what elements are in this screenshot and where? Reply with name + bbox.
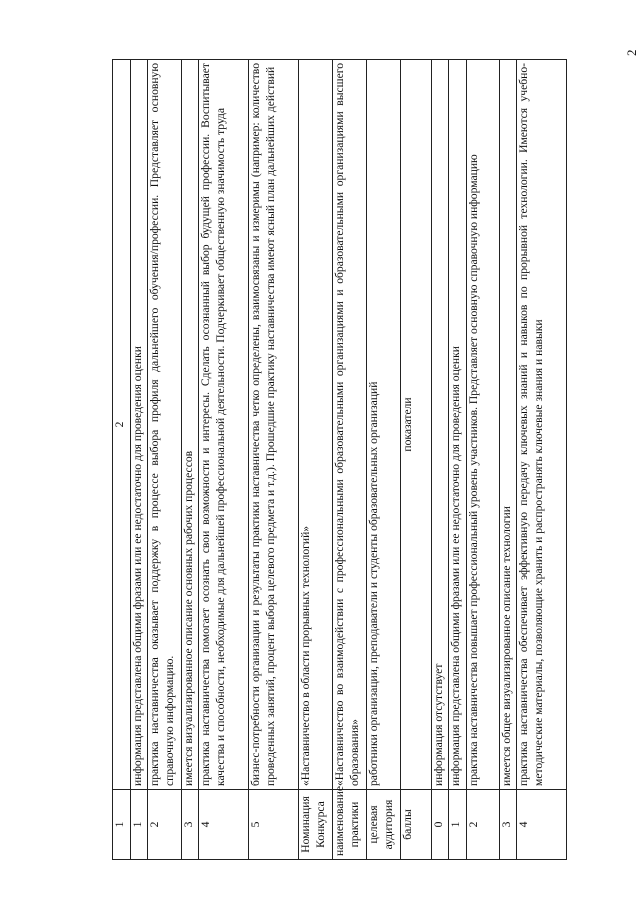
description-cell: имеется визуализированное описание основных рабочих процессов — [181, 60, 199, 790]
rotated-page-content — [112, 60, 567, 860]
score-cell: 3 — [499, 790, 517, 860]
table-row — [249, 60, 299, 860]
score-cell: 5 — [249, 790, 299, 860]
practice-name-value: «Наставничество во взаимодействии с профессиональными образовательными организациями и образовательными организациями высшего образования» — [332, 60, 366, 790]
scores-header-row — [400, 60, 431, 860]
column-1-header: 1 — [113, 790, 131, 860]
score-cell: 0 — [431, 790, 449, 860]
description-cell: практика наставничества помогает осознать свои возможности и интересы. Сделать осознанный выбор будущей профессии. Воспитывает качества и способности, необходимые для дальнейшей профессиональной деятельности. Подчеркивает общественную значимость труда — [199, 60, 249, 790]
description-cell: практика наставничества повышает профессиональный уровень участников. Представляет основную справочную информацию — [466, 60, 499, 790]
table-row — [517, 60, 567, 860]
description-cell: бизнес-потребности организации и результаты практики наставничества четко определены, взаимосвязаны и измеримы (например: количество проведенных занятий, процент выбора целевого предмета и т.д.). Прошедшие практику наставничества имеют ясный план дальнейших действий — [249, 60, 299, 790]
nomination-row — [298, 60, 332, 860]
description-cell: информация отсутствует — [431, 60, 449, 790]
table-row — [449, 60, 467, 860]
score-cell: 1 — [130, 790, 148, 860]
score-cell: 1 — [449, 790, 467, 860]
nomination-label: Номинация Конкурса — [298, 790, 332, 860]
practice-name-label: наименование практики — [332, 790, 366, 860]
score-cell: 3 — [181, 790, 199, 860]
table-row — [466, 60, 499, 860]
table-row — [499, 60, 517, 860]
table-row — [181, 60, 199, 860]
scores-label: баллы — [400, 790, 431, 860]
criteria-table — [112, 59, 567, 860]
table-row — [130, 60, 148, 860]
description-cell: практика наставничества обеспечивает эффективную передачу ключевых знаний и навыков по прорывной технологии. Имеются учебно-методические материалы, позволяющие хранить и распространять ключевые знания и навыки — [517, 60, 567, 790]
score-cell: 2 — [148, 790, 182, 860]
target-audience-row — [366, 60, 400, 860]
description-cell: информация представлена общими фразами или ее недостаточно для проведения оценки — [449, 60, 467, 790]
description-cell: практика наставничества оказывает поддержку в процессе выбора профиля дальнейшего обучения/профессии. Представляет основную справочную информацию. — [148, 60, 182, 790]
table-row — [199, 60, 249, 860]
indicators-label: показатели — [400, 60, 431, 790]
table-row — [148, 60, 182, 860]
table-header-row — [113, 60, 131, 860]
practice-name-row — [332, 60, 366, 860]
score-cell: 4 — [199, 790, 249, 860]
nomination-value: «Наставничество в области прорывных технологий» — [298, 60, 332, 790]
description-cell: информация представлена общими фразами или ее недостаточно для проведения оценки — [130, 60, 148, 790]
target-audience-label: целевая аудитория — [366, 790, 400, 860]
description-cell: имеется общее визуализированное описание технологии — [499, 60, 517, 790]
score-cell: 4 — [517, 790, 567, 860]
target-audience-value: работники организации, преподаватели и студенты образовательных организаций — [366, 60, 400, 790]
score-cell: 2 — [466, 790, 499, 860]
table-row — [431, 60, 449, 860]
page-number: 2 — [624, 49, 639, 56]
column-2-header: 2 — [113, 60, 131, 790]
